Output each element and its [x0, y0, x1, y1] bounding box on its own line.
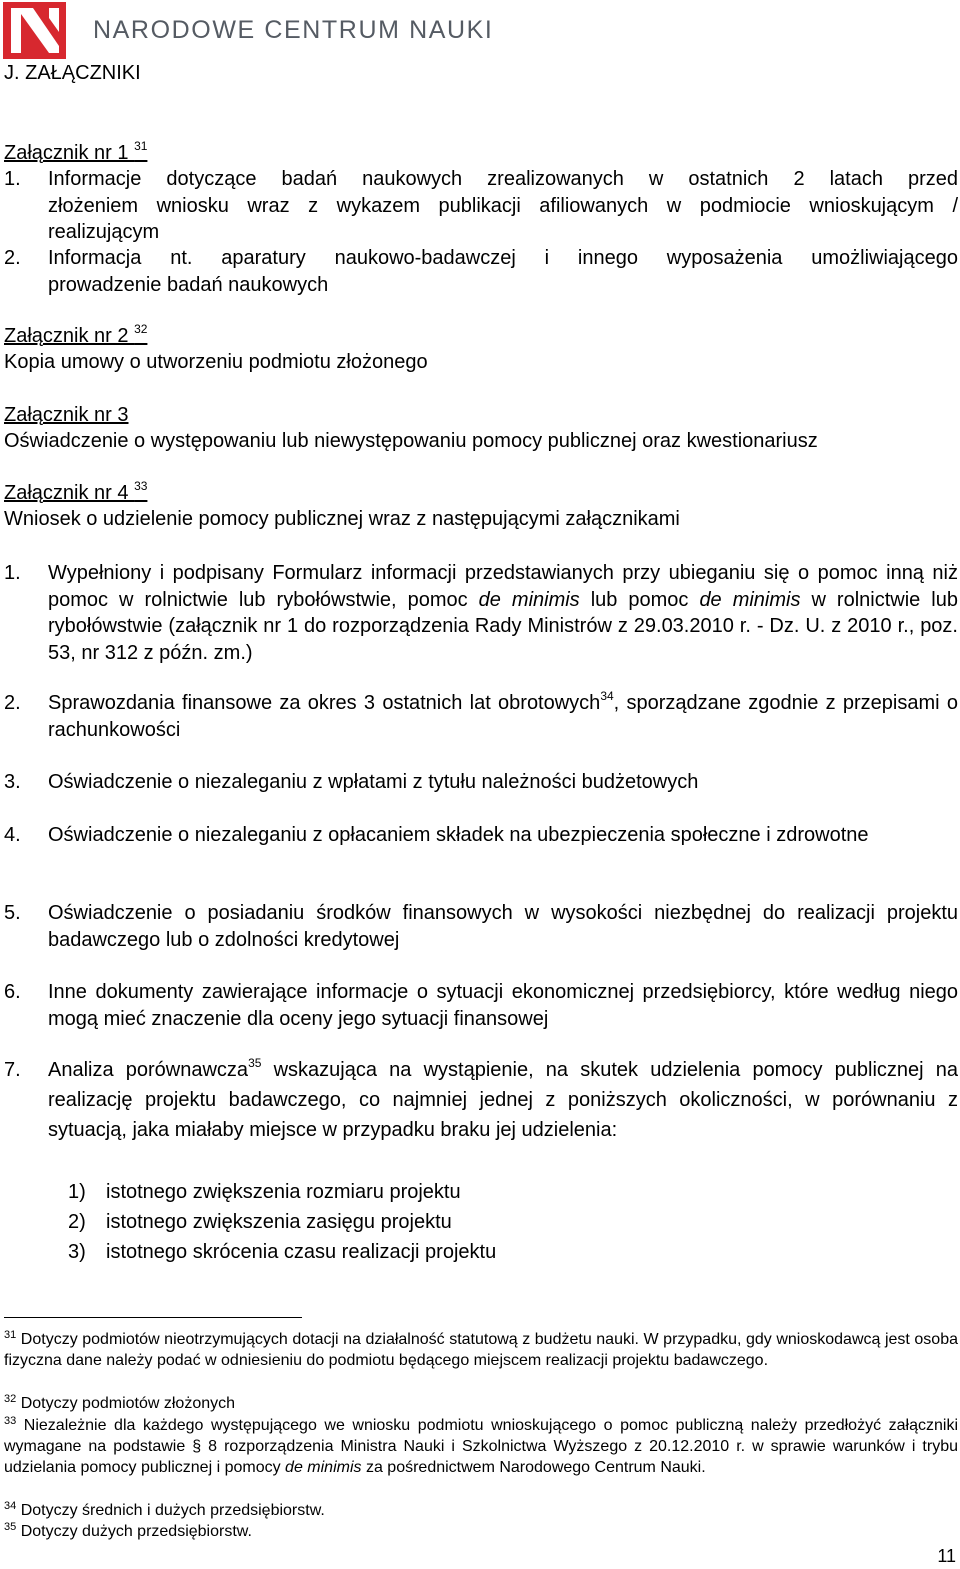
list-item-5: 5. Oświadczenie o posiadaniu środków finansowych w wysokości niezbędnej do realizacji projektu badawczego lub o zdolności kredytowej [4, 902, 958, 951]
attachment-3-title: Załącznik nr 3 [4, 404, 129, 426]
attachment-1-title: Załącznik nr 1 $^{31}$ [4, 139, 148, 164]
list-item-1: 1. Wypełniony i podpisany Formularz informacji przedstawianych przy ubieganiu się o pomoc inną niż pomoc w rolnictwie lub rybołówstwie, pomoc de minimis lub pomoc de minimis w rolnictwie lub rybołówstwie (załącznik nr 1 do rozporządzenia Rady Ministrów z 29.03.2010 r. - Dz. U. z 2010 r., poz. 53, nr 312 z późn. zm.) [4, 562, 958, 664]
list-item-7: 7. Analiza porównawcza$^{35}$ wskazująca na wystąpienie, na skutek udzielenia pomocy publicznej na realizację projektu badawczego, co najmniej jednej z poniższych okoliczności, w porównaniu z sytuacją, jaka miałaby miejsce w przypadku braku jej udzielenia: [4, 1056, 959, 1141]
page-number: 11 [937, 1546, 956, 1566]
list-item-4: 4. Oświadczenie o niezaleganiu z opłacaniem składek na ubezpieczenia społeczne i zdrowotne [4, 824, 869, 846]
attachment-4-title: Załącznik nr 4 $^{33}$ [4, 479, 148, 504]
footnote-34: $^{34}$ Dotyczy średnich i dużych przedsiębiorstw. [4, 1500, 325, 1519]
attachment-3-description: Oświadczenie o występowaniu lub niewystępowaniu pomocy publicznej oraz kwestionariusz [4, 430, 818, 452]
sub-item-1: 1) istotnego zwiększenia rozmiaru projektu [68, 1181, 461, 1203]
footnote-35: $^{35}$ Dotyczy dużych przedsiębiorstw. [4, 1521, 252, 1540]
ncn-logo-icon [3, 2, 66, 59]
footnote-33: $^{33}$ Niezależnie dla każdego występującego we wniosku podmiotu wnioskującego o pomoc publiczną należy przedłożyć załączniki wymagane na podstawie § 8 rozporządzenia Ministra Nauki i Szkolnictwa Wyższego z 20.12.2010 r. w sprawie warunków i trybu udzielania pomocy publicznej i pomocy de minimis za pośrednictwem Narodowego Centrum Nauki. [4, 1415, 958, 1476]
footnote-ref: 33 [134, 479, 148, 493]
section-title: J. ZAŁĄCZNIKI [4, 62, 141, 84]
attachment-2-description: Kopia umowy o utworzeniu podmiotu złożonego [4, 351, 428, 373]
list-item-6: 6. Inne dokumenty zawierające informacje o sytuacji ekonomicznej przedsiębiorcy, które według niego mogą mieć znaczenie dla oceny jego sytuacji finansowej [4, 981, 958, 1030]
footnote-ref: 35 [248, 1056, 262, 1070]
footnote-ref: 34 [600, 689, 614, 703]
list-item-3: 3. Oświadczenie o niezaleganiu z wpłatami z tytułu należności budżetowych [4, 771, 699, 793]
attachment-1-item-2: 2. Informacja nt. aparatury naukowo-badawczej i innego wyposażenia umożliwiającego prowadzenie badań naukowych [4, 247, 958, 296]
list-item-2: 2. Sprawozdania finansowe za okres 3 ostatnich lat obrotowych$^{34}$, sporządzane zgodnie z przepisami o rachunkowości [4, 689, 958, 741]
sub-item-2: 2) istotnego zwiększenia zasięgu projektu [68, 1211, 452, 1233]
attachment-4-description: Wniosek o udzielenie pomocy publicznej wraz z następującymi załącznikami [4, 508, 680, 530]
sub-item-3: 3) istotnego skrócenia czasu realizacji projektu [68, 1241, 497, 1263]
attachment-1-item-1: 1. Informacje dotyczące badań naukowych zrealizowanych w ostatnich 2 latach przed złożeniem wniosku wraz z wykazem publikacji afiliowanych w podmiocie wnioskującym / realizującym [4, 168, 958, 243]
footnote-ref: 32 [134, 322, 148, 336]
footnote-32: $^{32}$ Dotyczy podmiotów złożonych [4, 1393, 236, 1412]
attachment-2-title: Załącznik nr 2 $^{32}$ [4, 322, 148, 347]
footnote-separator [4, 1317, 302, 1318]
footnote-ref: 31 [134, 139, 148, 153]
organization-name: NARODOWE CENTRUM NAUKI [93, 16, 494, 44]
footnote-31: $^{31}$ Dotyczy podmiotów nieotrzymujących dotacji na działalność statutową z budżetu nauki. W przypadku, gdy wnioskodawcą jest osoba fizyczna dane należy podać w odniesieniu do podmiotu będącego miejscem realizacji projektu badawczego. [4, 1329, 958, 1369]
page-header [3, 0, 603, 60]
